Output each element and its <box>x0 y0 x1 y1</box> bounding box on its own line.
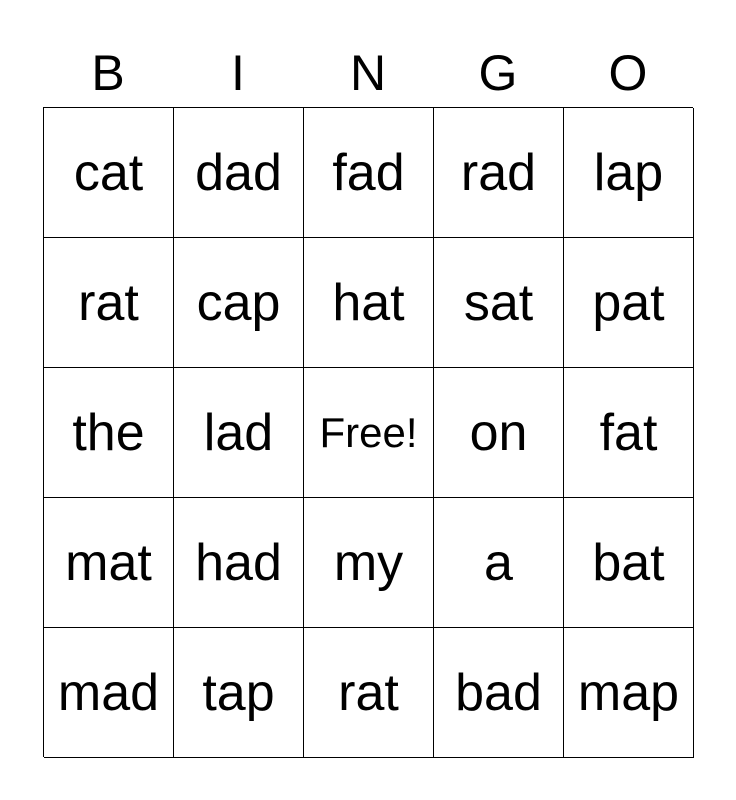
bingo-cell[interactable]: sat <box>434 238 564 368</box>
bingo-cell[interactable]: on <box>434 368 564 498</box>
bingo-cell[interactable]: bat <box>564 498 694 628</box>
bingo-cell[interactable]: rat <box>44 238 174 368</box>
header-letter-g: G <box>478 45 518 101</box>
bingo-cell[interactable]: fat <box>564 368 694 498</box>
bingo-cell[interactable]: tap <box>174 628 304 758</box>
header-letter-b: B <box>91 45 125 101</box>
bingo-cell[interactable]: mat <box>44 498 174 628</box>
bingo-cell[interactable]: lad <box>174 368 304 498</box>
header-letter-n: N <box>349 45 387 101</box>
bingo-cell[interactable]: cat <box>44 108 174 238</box>
bingo-cell[interactable]: dad <box>174 108 304 238</box>
bingo-cell[interactable]: hat <box>304 238 434 368</box>
bingo-cell[interactable]: cap <box>174 238 304 368</box>
bingo-cell[interactable]: fad <box>304 108 434 238</box>
bingo-cell[interactable]: mad <box>44 628 174 758</box>
bingo-cell[interactable]: map <box>564 628 694 758</box>
bingo-cell[interactable]: bad <box>434 628 564 758</box>
bingo-card-grid <box>43 107 693 757</box>
bingo-cell[interactable]: the <box>44 368 174 498</box>
bingo-cell[interactable]: rad <box>434 108 564 238</box>
bingo-cell[interactable]: lap <box>564 108 694 238</box>
bingo-cell[interactable]: rat <box>304 628 434 758</box>
header-letter-i: I <box>231 45 245 101</box>
bingo-cell[interactable]: my <box>304 498 434 628</box>
header-letter-o: O <box>608 45 648 101</box>
bingo-cell[interactable]: had <box>174 498 304 628</box>
bingo-cell[interactable]: pat <box>564 238 694 368</box>
bingo-header <box>43 42 693 104</box>
free-space-cell[interactable]: Free! <box>304 368 434 498</box>
bingo-cell[interactable]: a <box>434 498 564 628</box>
